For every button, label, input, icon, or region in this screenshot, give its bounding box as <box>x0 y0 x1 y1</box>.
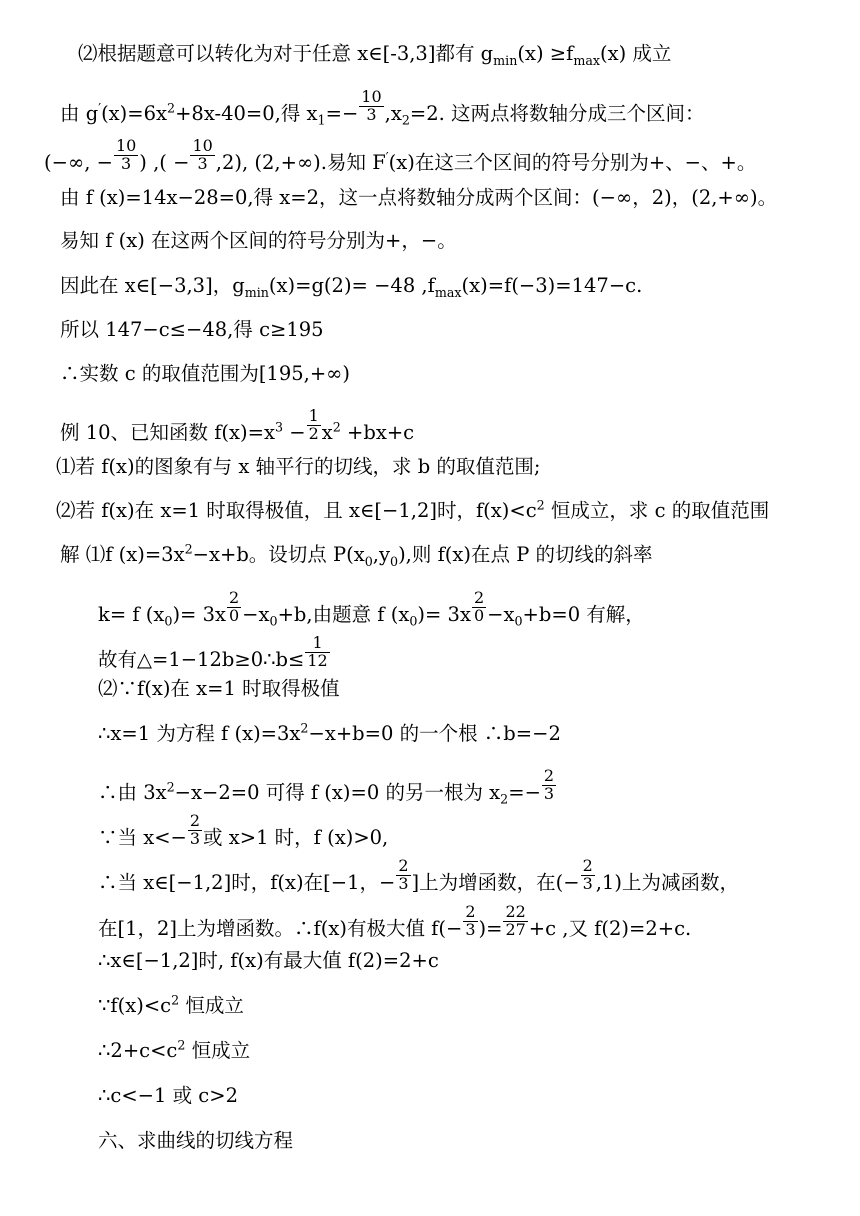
text-line <box>60 320 324 340</box>
text-run: − <box>283 420 306 444</box>
fraction <box>188 813 202 848</box>
text-line <box>78 42 672 68</box>
fraction-numerator: 2 <box>582 856 593 875</box>
text-run: =− <box>508 780 541 804</box>
subscript: 0 <box>390 553 399 569</box>
text-run: +b,由题意 f (x <box>277 602 410 626</box>
fraction-denominator: 27 <box>505 919 526 939</box>
fraction-denominator: 0 <box>473 605 485 625</box>
superscript: 2 <box>166 779 175 795</box>
superscript: 2 <box>536 497 545 513</box>
text-run: 因此在 x∈[−3,3]，g <box>60 274 245 297</box>
text-run: +b=0 有解， <box>522 602 645 626</box>
fraction-denominator: 3 <box>543 783 555 803</box>
text-run: −x <box>242 602 270 626</box>
fraction-numerator: 10 <box>115 136 137 155</box>
text-line <box>98 858 739 893</box>
text-run: 解 ⑴f (x)=3x <box>60 543 185 566</box>
text-line <box>98 1086 238 1106</box>
text-run: ,x <box>384 101 402 125</box>
fraction-denominator: 3 <box>582 873 593 893</box>
text-run: +bx+c <box>340 420 415 444</box>
fraction-denominator: 3 <box>465 919 476 939</box>
text-line <box>60 364 350 384</box>
fraction <box>114 138 138 173</box>
text-run: ),则 f(x)在点 P 的切线的斜率 <box>398 543 653 566</box>
subscript: max <box>434 284 462 300</box>
text-run: x <box>321 420 333 444</box>
fraction-denominator: 3 <box>366 104 377 124</box>
fraction <box>190 138 214 173</box>
text-run: ∴c<−1 或 c>2 <box>98 1084 238 1107</box>
fraction <box>227 590 241 625</box>
superscript: ′ <box>98 100 102 116</box>
fraction-numerator: 10 <box>192 136 213 155</box>
text-line <box>98 679 340 699</box>
text-run: +8x-40=0,得 x <box>175 101 318 125</box>
text-run: ⑵根据题意可以转化为对于任意 x∈[-3,3]都有 g <box>78 42 494 65</box>
fraction-denominator: 12 <box>307 650 328 670</box>
subscript: max <box>573 52 600 68</box>
text-run: ∴x∈[−1,2]时, f(x)有最大值 f(2)=2+c <box>98 949 439 972</box>
text-run: ⑵∵f(x)在 x=1 时取得极值 <box>98 677 340 700</box>
text-run: (−∞, − <box>44 150 113 174</box>
fraction-numerator: 2 <box>473 588 485 607</box>
fraction-numerator: 1 <box>308 406 319 425</box>
fraction <box>307 408 321 443</box>
text-line <box>56 497 770 522</box>
text-run: 故有△=1−12b≥0∴b≤ <box>98 647 305 671</box>
fraction <box>503 904 527 939</box>
text-run: =2. 这两点将数轴分成三个区间： <box>409 101 705 125</box>
text-run: 恒成立 <box>185 1039 251 1062</box>
text-run: 由 f (x)=14x−28=0,得 x=2，这一点将数轴分成两个区间：(−∞，2)，(2,+∞)。 <box>60 186 778 209</box>
text-run: )= <box>478 916 503 940</box>
text-line <box>60 541 653 569</box>
text-run: 例 10、已知函数 f(x)=x <box>60 420 275 444</box>
superscript: 2 <box>184 541 193 557</box>
fraction <box>305 635 329 670</box>
superscript: 2 <box>300 720 309 736</box>
fraction-denominator: 3 <box>121 153 132 173</box>
fraction-denominator: 3 <box>398 873 409 893</box>
text-run: −x+b。设切点 P(x <box>192 543 365 566</box>
subscript: 0 <box>514 613 523 629</box>
text-run: 所以 147−c≤−48,得 c≥195 <box>60 318 324 341</box>
text-line <box>98 992 244 1017</box>
text-run: (x)=f(−3)=147−c. <box>461 274 643 297</box>
fraction <box>463 904 477 939</box>
subscript: 0 <box>164 613 173 629</box>
fraction-denominator: 0 <box>229 605 240 625</box>
text-run: ∴当 x∈[−1,2]时，f(x)在[−1，− <box>98 870 396 894</box>
superscript: 3 <box>274 419 284 435</box>
fraction-denominator: 2 <box>308 423 319 443</box>
subscript: 0 <box>409 613 418 629</box>
fraction-numerator: 1 <box>305 635 329 653</box>
text-run: −x+b=0 的一个根 ∴b=−2 <box>308 722 561 745</box>
superscript: 2 <box>177 1037 186 1053</box>
text-line <box>60 231 457 251</box>
superscript: 2 <box>167 100 176 116</box>
text-run: 恒成立，求 c 的取值范围 <box>544 499 770 522</box>
fraction-numerator: 2 <box>229 588 240 607</box>
text-run: ∴实数 c 的取值范围为[195,+∞) <box>60 362 351 385</box>
text-line <box>98 1037 251 1062</box>
text-run: +c ,又 f(2)=2+c. <box>528 916 692 940</box>
text-run: )= 3x <box>172 602 226 626</box>
text-run: ∴由 3x <box>98 780 167 804</box>
text-run: ) ,( − <box>139 150 190 174</box>
text-run: −x <box>487 602 515 626</box>
fraction-numerator: 22 <box>505 902 526 921</box>
text-line <box>60 87 705 128</box>
fraction <box>396 858 410 893</box>
text-line <box>56 457 540 477</box>
text-line <box>98 720 561 745</box>
text-run: ,y <box>372 543 391 566</box>
fraction-denominator: 3 <box>189 828 201 848</box>
text-run: 六、求曲线的切线方程 <box>98 1129 294 1152</box>
fraction <box>359 89 383 124</box>
text-line <box>60 274 643 300</box>
text-line <box>98 766 557 807</box>
subscript: min <box>244 284 269 300</box>
text-line <box>98 951 439 971</box>
text-line <box>60 408 414 443</box>
subscript: 0 <box>364 553 373 569</box>
superscript: ′ <box>385 149 389 165</box>
text-run: ∴x=1 为方程 f (x)=3x <box>98 722 301 745</box>
fraction <box>542 768 556 803</box>
text-run: ∵f(x)<c <box>98 994 172 1017</box>
text-run: ]上为增函数，在(− <box>411 870 580 894</box>
text-run: ,2), (2,+∞).易知 F <box>215 150 386 174</box>
text-run: ∵当 x<− <box>98 825 187 849</box>
text-run: (x) ≥f <box>517 42 574 65</box>
text-run: (x) 成立 <box>600 42 672 65</box>
text-line <box>98 1131 293 1151</box>
text-run: ⑴若 f(x)的图象有与 x 轴平行的切线，求 b 的取值范围; <box>56 455 541 478</box>
text-line <box>98 635 331 670</box>
text-run: (x)=g(2)= −48 ,f <box>268 274 435 297</box>
text-run: ⑵若 f(x)在 x=1 时取得极值，且 x∈[−1,2]时，f(x)<c <box>56 499 537 522</box>
subscript: 0 <box>269 613 278 629</box>
text-line <box>98 813 388 848</box>
text-run: 在[1，2]上为增函数。∴f(x)有极大值 f(− <box>98 916 463 940</box>
fraction-numerator: 2 <box>398 856 409 875</box>
fraction-numerator: 2 <box>189 811 201 830</box>
text-run: 易知 f (x) 在这两个区间的符号分别为+，−。 <box>60 229 457 252</box>
text-run: −x−2=0 可得 f (x)=0 的另一根为 x <box>174 780 501 804</box>
superscript: 2 <box>171 992 180 1008</box>
text-run: 或 x>1 时，f (x)>0, <box>203 825 389 849</box>
subscript: 1 <box>317 112 326 128</box>
text-run: (x)在这三个区间的符号分别为+、−、+。 <box>388 150 757 174</box>
fraction-numerator: 2 <box>465 902 476 921</box>
superscript: 2 <box>332 419 341 435</box>
text-line <box>44 138 756 173</box>
text-run: =− <box>325 101 359 125</box>
text-run: k= f (x <box>98 602 165 626</box>
text-run: )= 3x <box>417 602 471 626</box>
fraction <box>581 858 595 893</box>
fraction <box>472 590 486 625</box>
text-run: ∴2+c<c <box>98 1039 178 1062</box>
text-line <box>60 188 777 208</box>
subscript: min <box>493 52 518 68</box>
text-run: 恒成立 <box>179 994 244 1017</box>
fraction-denominator: 3 <box>197 153 208 173</box>
text-run: 由 g <box>60 101 99 125</box>
text-run: (x)=6x <box>101 101 168 125</box>
text-line <box>98 904 691 939</box>
text-run: ,1)上为减函数， <box>595 870 739 894</box>
text-line <box>98 588 645 629</box>
subscript: 2 <box>500 791 509 807</box>
subscript: 2 <box>401 112 410 128</box>
fraction-numerator: 2 <box>543 766 555 785</box>
fraction-numerator: 10 <box>361 87 382 106</box>
